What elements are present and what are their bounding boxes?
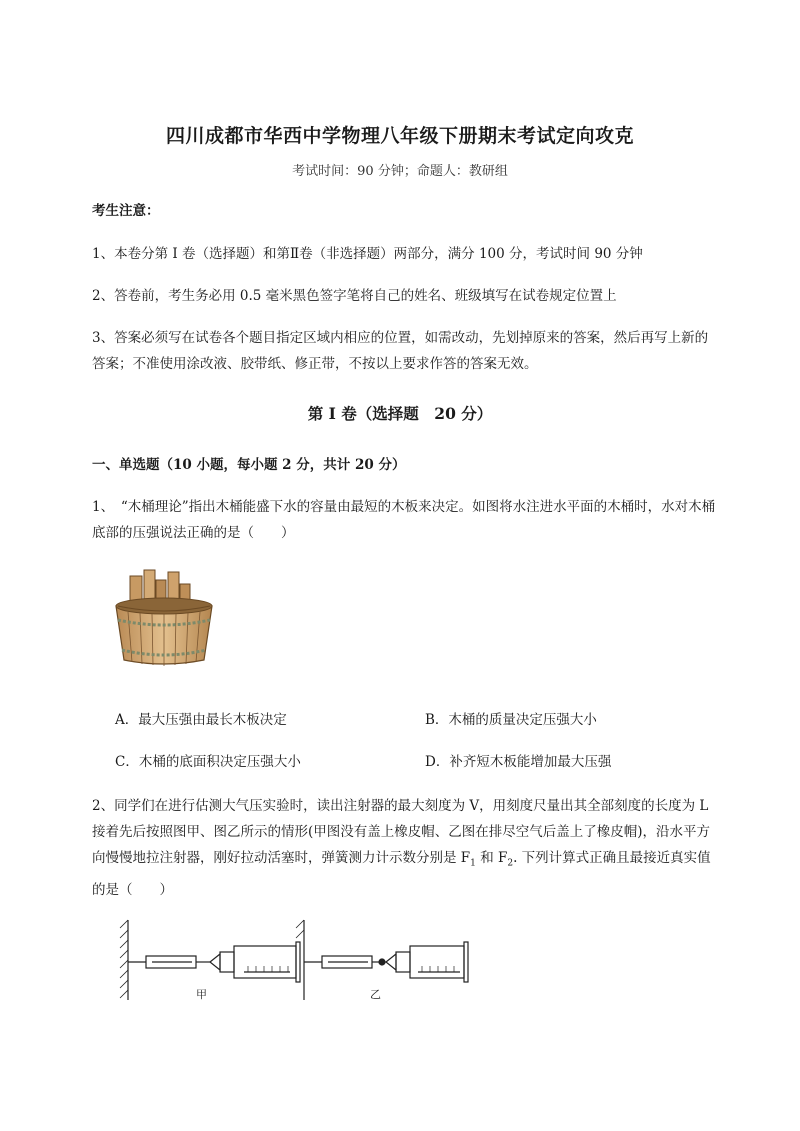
section-title: 第 I 卷（选择题 20 分） [307,404,493,423]
q2-subscript-1: 1 [470,858,476,869]
figure-label-left: 甲 [196,988,207,1001]
figure-label-right: 乙 [370,988,381,1001]
part-heading: 一、单选题（10 小题，每小题 2 分，共计 20 分） [92,457,406,473]
syringe-experiment-figure [118,916,474,1004]
wooden-bucket-image [108,568,220,674]
notice-item-1: 1、本卷分第 I 卷（选择题）和第Ⅱ卷（非选择题）两部分，满分 100 分，考试时间 90 分钟 [92,246,643,262]
question-1-stem: 1、 “木桶理论”指出木桶能盛下水的容量由最短的木板来决定。如图将水注进水平面的木桶时，水对木桶底部的压强说法正确的是（ ） [92,499,716,541]
q2-stem-part1: 2、同学们在进行估测大气压实验时，读出注射器的最大刻度为 V，用刻度尺量出其全部刻度的长度为 L 接着先后按照图甲、图乙所示的情形(甲图没有盖上橡皮帽、乙图在排尽空气后盖上了橡皮帽)，沿水平方向慢慢地拉注射器，刚好拉动活塞时，弹簧测力计示数分别是 F [92,798,711,866]
notice-heading: 考生注意： [92,203,160,219]
q2-stem-and: 和 F [475,850,508,866]
notice-item-3: 3、答案必须写在试卷各个题目指定区域内相应的位置，如需改动，先划掉原来的答案，然后再写上新的答案；不准使用涂改液、胶带纸、修正带，不按以上要求作答的答案无效。 [92,330,709,372]
exam-subtitle: 考试时间：90 分钟；命题人：教研组 [292,164,508,179]
notice-item-2: 2、答卷前，考生务必用 0.5 毫米黑色签字笔将自己的姓名、班级填写在试卷规定位置上 [92,288,617,304]
q1-option-a[interactable]: A．最大压强由最长木板决定 [115,712,287,728]
question-2-stem [92,793,718,903]
q1-option-d[interactable]: D．补齐短木板能增加最大压强 [425,754,612,770]
q2-stem-part2: . 下列计算式正确且最接近真实值的是（ ） [92,850,711,898]
exam-title: 四川成都市华西中学物理八年级下册期末考试定向攻克 [165,125,634,147]
q2-subscript-2: 2 [507,858,514,869]
q1-option-b[interactable]: B．木桶的质量决定压强大小 [425,712,597,728]
q1-option-c[interactable]: C．木桶的底面积决定压强大小 [115,754,301,770]
